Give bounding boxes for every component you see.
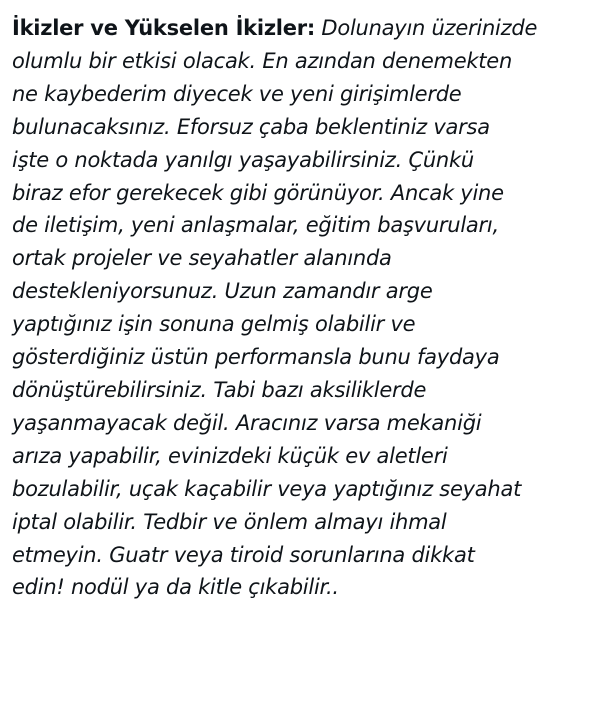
post-line: iptal olabilir. Tedbir ve önlem almayı ihmal <box>12 509 447 534</box>
post-line: edin! nodül ya da kitle çıkabilir.. <box>12 575 339 600</box>
post-line: yaptığınız işin sonuna gelmiş olabilir ve <box>12 312 416 337</box>
post-line: biraz efor gerekecek gibi görünüyor. Ancak yine <box>12 180 504 205</box>
post-line: bozulabilir, uçak kaçabilir veya yaptığınız seyahat <box>12 476 522 501</box>
post-line: etmeyin. Guatr veya tiroid sorunlarına dikkat <box>12 542 475 567</box>
post-line: yaşanmayacak değil. Aracınız varsa mekaniği <box>12 410 482 435</box>
post-heading: İkizler ve Yükselen İkizler: <box>12 16 315 40</box>
post-line: bulunacaksınız. Eforsuz çaba beklentiniz varsa <box>12 114 490 139</box>
post-line: destekleniyorsunuz. Uzun zamandır arge <box>12 279 433 304</box>
post-line: ortak projeler ve seyahatler alanında <box>12 246 392 271</box>
post-line: ne kaybederim diyecek ve yeni girişimlerde <box>12 81 462 106</box>
post-line: gösterdiğiniz üstün performansla bunu faydaya <box>12 345 500 370</box>
post-line: işte o noktada yanılgı yaşayabilirsiniz. Çünkü <box>12 147 474 172</box>
post-line: de iletişim, yeni anlaşmalar, eğitim başvuruları, <box>12 213 499 238</box>
post-line <box>12 12 592 45</box>
post-line: arıza yapabilir, evinizdeki küçük ev aletleri <box>12 443 448 468</box>
post-body <box>12 12 592 604</box>
post-line: olumlu bir etkisi olacak. En azından denemekten <box>12 48 513 73</box>
post-line-text: Dolunayın üzerinizde <box>315 16 538 40</box>
post-line: dönüştürebilirsiniz. Tabi bazı aksiliklerde <box>12 377 427 402</box>
